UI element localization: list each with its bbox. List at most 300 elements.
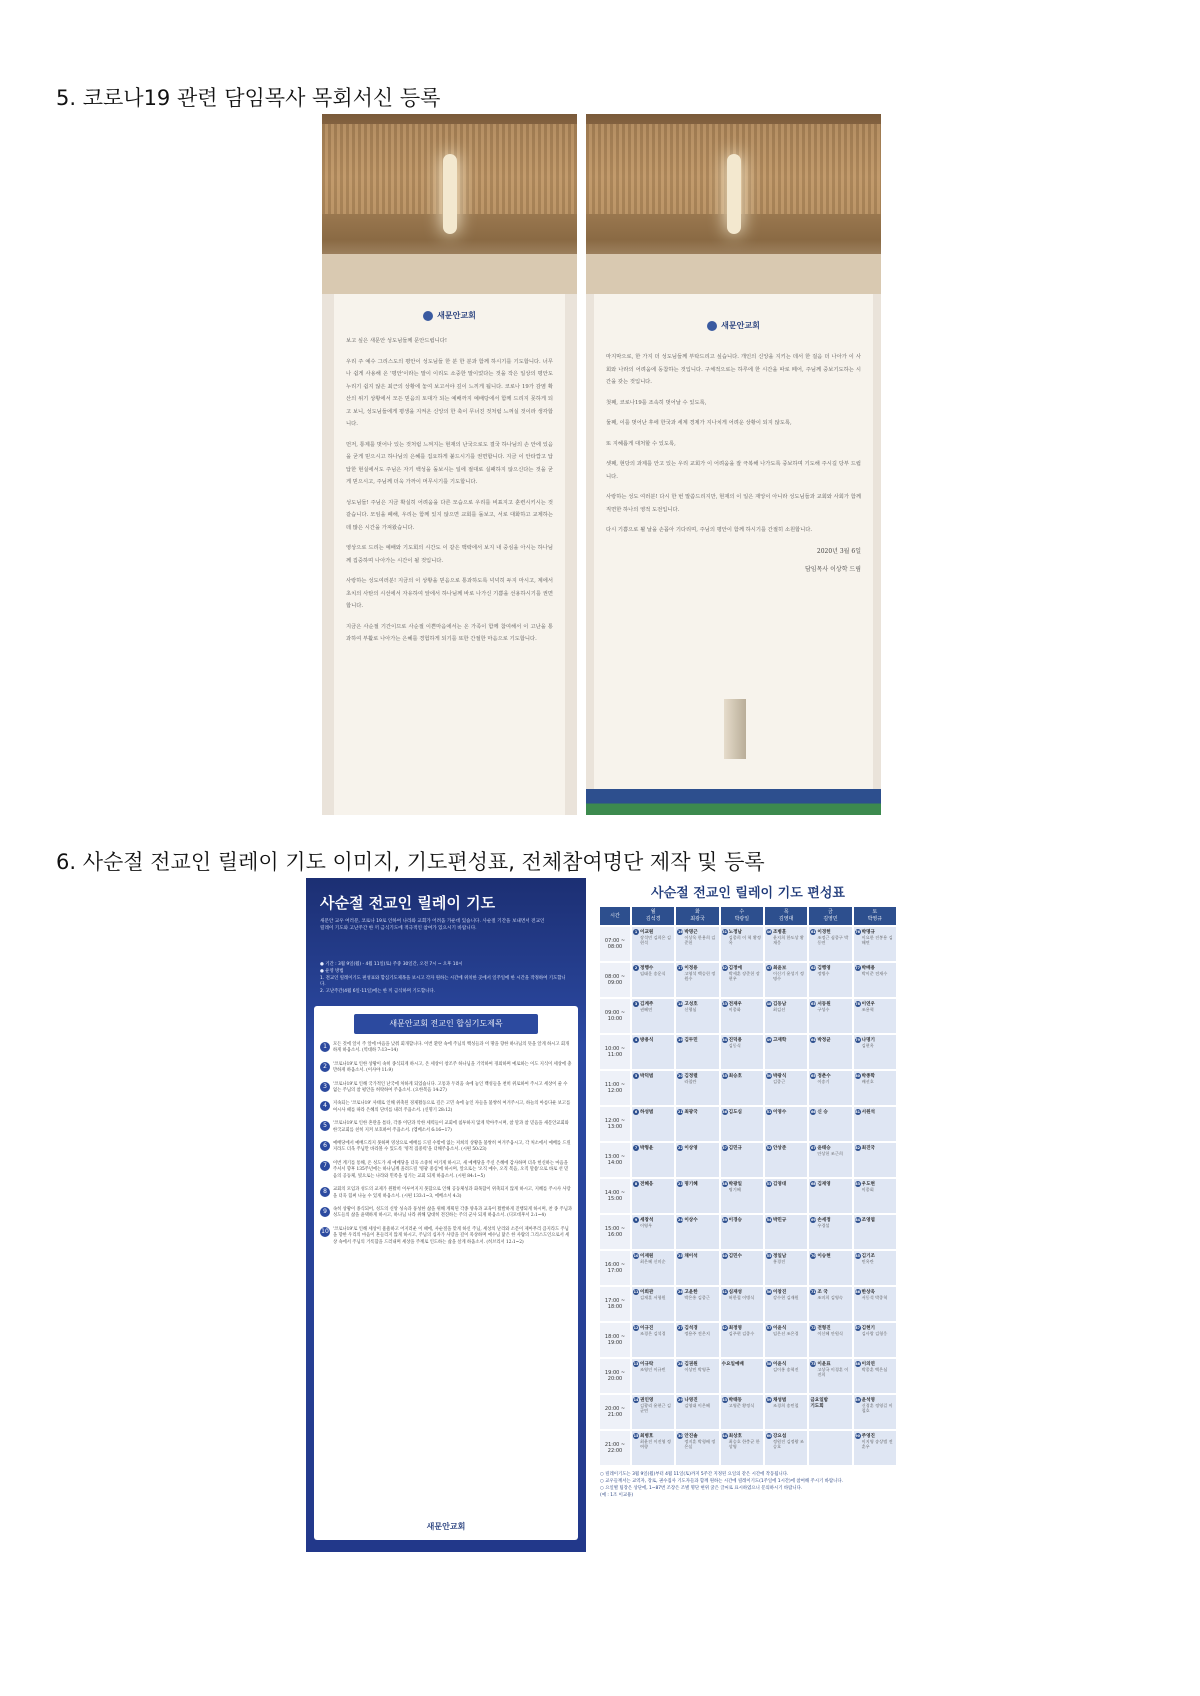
- leader-name: 조 국: [817, 1290, 828, 1295]
- leader-name: 김민규: [728, 1146, 742, 1151]
- group-number-badge: 25: [677, 1254, 683, 1258]
- letter-paragraph: 영상으로 드리는 예배와 기도회의 시간도 이 같은 맥락에서 보지 내 중심을 아시는 하나님께 집중하며 나아가는 시간이 될 것입니다.: [346, 545, 553, 564]
- schedule-cell: [854, 927, 896, 961]
- letter-paragraph: 성도님들! 주님은 지금 확실히 어려움을 다른 모습으로 우리를 비표지고 훈련시키시는 것 같습니다. 모임을 폐해, 우리는 함께 있지 않으면 교회를 돌보고, 서로 대화하고 교제하는 데 많은 시간을 가져왔습니다.: [346, 499, 553, 531]
- member-names: 이종회: [861, 1187, 874, 1192]
- schedule-cell: [632, 1107, 674, 1141]
- group-number-badge: 4: [634, 1038, 638, 1042]
- schedule-row: [600, 1179, 896, 1213]
- group-number-badge: 62: [810, 966, 816, 970]
- leader-name: 김재영: [817, 1182, 831, 1187]
- letter-paragraph: 마지막으로, 한 가지 더 성도님들께 부탁드리고 싶습니다. 개인의 신앙을 지키는 데서 한 걸음 더 나아가 이 사회와 나라의 어려움에 동참하는 것입니다. 구체적으로는 하루에 한 시간을 따로 떼어, 주님께 중보기도하는 시간을 갖는 것입니다.: [606, 354, 861, 385]
- member-names: 이상민 박영곤: [684, 1367, 710, 1372]
- group-number-badge: 53: [766, 1182, 772, 1186]
- schedule-cell: [632, 1035, 674, 1069]
- schedule-cell: [809, 999, 851, 1033]
- schedule-cell: [632, 1395, 674, 1429]
- cell-leader: [633, 1145, 673, 1151]
- prayer-number-badge: 1: [320, 1042, 330, 1052]
- member-names: 정지훈 박형배 정은실: [684, 1439, 716, 1449]
- leader-name: 김두민: [684, 1038, 698, 1043]
- member-names: 신행심: [684, 1007, 697, 1012]
- cell-leader: [677, 1253, 717, 1259]
- prayer-number-badge: 2: [320, 1062, 330, 1072]
- schedule-note: ○ 릴레이기도는 3월 9일(월)부터 4월 11일(토)까지 5주간 지정된 요일의 같은 시간에 작동됩니다.: [600, 1472, 789, 1477]
- member-names: 허한철 이병식: [728, 1295, 755, 1300]
- time-slot: 12:00 ~ 13:00: [600, 1107, 630, 1141]
- cell-leader: [810, 1181, 850, 1187]
- schedule-cell: [765, 1359, 807, 1393]
- leader-name: 이재원: [640, 1254, 654, 1259]
- prayer-topic: [320, 1227, 572, 1246]
- cross-icon: [443, 154, 457, 234]
- schedule-cell: [721, 1395, 763, 1429]
- cell-leader: [677, 1181, 717, 1187]
- leader-name: 이교원: [640, 930, 654, 935]
- member-names: 김광리 윤현근 김균연: [640, 1403, 671, 1413]
- member-names: 신경훈 정영길 이철호: [861, 1403, 893, 1413]
- schedule-cell: [676, 1359, 718, 1393]
- schedule-row: [600, 1143, 896, 1177]
- prayer-number-badge: 4: [320, 1101, 330, 1111]
- leader-name: 김동남: [772, 1002, 787, 1007]
- schedule-note: ○ 교우들께서는 교역자, 장로, 권수집사 기도자들과 함께 원하는 시간에 릴레이기도(1주일에 1시간)에 참여해 주시기 바랍니다.: [600, 1479, 844, 1484]
- schedule-cell: [676, 1071, 718, 1105]
- member-names: 조정근 심종구 박동연: [817, 935, 849, 945]
- group-number-badge: 6: [634, 1110, 638, 1114]
- leader-name: 안진솔: [684, 1434, 698, 1439]
- schedule-cell: [676, 1431, 718, 1465]
- leader-name: 최광국: [684, 1110, 698, 1115]
- schedule-row: [600, 1035, 896, 1069]
- prayer-topics-list: [320, 1042, 572, 1253]
- prayer-number-badge: 6: [320, 1141, 330, 1151]
- schedule-notes: [598, 1471, 898, 1499]
- prayer-topic: [320, 1207, 572, 1220]
- member-names: 민옥란: [861, 1259, 874, 1264]
- schedule-row: [600, 1431, 896, 1465]
- cell-leader: [633, 1037, 673, 1043]
- cell-leader: [633, 1181, 673, 1187]
- group-number-badge: 11: [633, 1290, 639, 1294]
- cell-leader: [722, 1217, 762, 1223]
- group-number-badge: 80: [855, 1074, 860, 1078]
- leader-name: 고재학: [772, 1038, 787, 1043]
- prayer-topic: [320, 1121, 572, 1134]
- schedule-cell: [765, 1395, 807, 1429]
- prayer-topic: [320, 1187, 572, 1200]
- time-slot: 16:00 ~ 17:00: [600, 1251, 630, 1285]
- group-number-badge: 52: [766, 1146, 772, 1150]
- group-number-badge: 3: [634, 1002, 638, 1006]
- schedule-cell: [765, 1035, 807, 1069]
- leader-name: 이영수: [772, 1110, 787, 1115]
- schedule-cell: [721, 1107, 763, 1141]
- schedule-cell: [721, 963, 763, 997]
- schedule-cell: [632, 963, 674, 997]
- member-names: 권혜연: [640, 1007, 653, 1012]
- schedule-cell: [809, 1215, 851, 1249]
- leader-name: 최진국: [861, 1146, 875, 1151]
- member-names: 조경은 김석경: [640, 1331, 666, 1336]
- group-number-badge: 28: [677, 1362, 683, 1366]
- leader-name: 노정남: [728, 930, 742, 935]
- leader-name: 진덕용: [728, 1038, 742, 1043]
- schedule-cell: [854, 1071, 896, 1105]
- letter-paragraph: 첫째, 코로나19를 조속히 벗어날 수 있도록,: [606, 399, 707, 406]
- leader-name: 수요일예배: [721, 1362, 744, 1367]
- schedule-cell: [809, 1251, 851, 1285]
- member-names: 강수현 김재원: [772, 1295, 799, 1300]
- group-number-badge: 13: [633, 1362, 639, 1366]
- schedule-cell: [632, 1359, 674, 1393]
- cell-leader: [855, 1145, 895, 1151]
- leader-name: 채이석: [684, 1254, 698, 1259]
- group-number-badge: 87: [855, 1326, 860, 1330]
- leader-name: 윤석영: [861, 1398, 875, 1403]
- schedule-cell: [765, 1179, 807, 1213]
- letter-paragraph: 또 지혜롭게 대처할 수 있도록,: [606, 440, 676, 447]
- member-names: 이종화: [728, 1007, 741, 1012]
- cell-leader: [633, 1109, 673, 1115]
- poster-info-line: 2. 고난주간(4월 6일-11일)에는 한 끼 금식하며 기도합니다.: [320, 989, 435, 995]
- poster-info: [320, 962, 570, 996]
- schedule-cell: [809, 1323, 851, 1357]
- group-number-badge: 50: [766, 1074, 772, 1078]
- schedule-note: (예 : 1조 이교용): [600, 1493, 634, 1498]
- schedule-cell: [632, 1287, 674, 1321]
- poster-info-line: ● 운영 방법: [320, 968, 344, 974]
- member-names: 박이준 전재수: [861, 971, 888, 976]
- letter-paragraph: 다시 기쁨으로 뵐 날을 손꼽아 기다리며, 주님의 평안이 함께 하시기를 간절히 소원합니다.: [606, 527, 813, 533]
- leader-name: 박명근: [684, 930, 698, 935]
- schedule-cell: [676, 999, 718, 1033]
- schedule-row: [600, 1215, 896, 1249]
- schedule-cell: [854, 999, 896, 1033]
- schedule-cell: [765, 1107, 807, 1141]
- member-names: 김현옥: [861, 1043, 874, 1048]
- leader-name: 강요섭: [772, 1434, 787, 1439]
- schedule-cell: [765, 1071, 807, 1105]
- poster-info-line: 1. 전교인 릴레이기도 편성표와 합심기도제목을 보시고 각자 원하는 시간에 위치한 곳에서 일주일에 한 시간을 작정하여 기도합니다.: [320, 975, 566, 988]
- schedule-cell: [676, 1035, 718, 1069]
- group-number-badge: 14: [633, 1398, 639, 1402]
- member-names: 조영인 이규빈: [640, 1367, 666, 1372]
- member-names: 이신혜 안원식: [817, 1331, 843, 1336]
- schedule-cell: [809, 1395, 851, 1429]
- leader-name: 김도심: [728, 1110, 742, 1115]
- member-names: 조경희 송민철: [772, 1403, 799, 1408]
- leader-name: 김석경: [684, 1326, 698, 1331]
- leader-name: 이상수: [684, 1218, 698, 1223]
- leader-name: 김영대: [772, 1182, 787, 1187]
- group-number-badge: 82: [855, 1146, 860, 1150]
- leader-name: 이희관: [640, 1290, 654, 1295]
- group-number-badge: 79: [855, 1038, 860, 1042]
- schedule-cell: [721, 1035, 763, 1069]
- member-names: 김사랑 김형웅: [861, 1331, 888, 1336]
- relay-prayer-schedule: [598, 878, 898, 1552]
- schedule-cell: [765, 1431, 807, 1465]
- leader-name: 박덕범: [640, 1074, 654, 1079]
- time-slot: 14:00 ~ 15:00: [600, 1179, 630, 1213]
- leader-name: 조병훈: [772, 930, 787, 935]
- schedule-cell: [632, 1251, 674, 1285]
- leader-name: 이윤식: [772, 1362, 787, 1367]
- group-number-badge: 43: [722, 1398, 728, 1402]
- leader-name: 김계주: [640, 1002, 654, 1007]
- group-number-badge: 83: [855, 1182, 860, 1186]
- group-number-badge: 47: [766, 966, 772, 970]
- member-names: 최승호 한충균 한상영: [728, 1439, 760, 1449]
- leader-name: 우도현: [861, 1182, 875, 1187]
- schedule-cell: [765, 927, 807, 961]
- letter-body: [346, 335, 553, 646]
- leader-name: 박형윤: [640, 1146, 654, 1151]
- letter-paragraph: 셋째, 현당의 과제를 안고 있는 우리 교회가 이 어려움을 잘 극복해 나가도록 중보하며 기도해 주시길 당부 드립니다.: [606, 461, 861, 480]
- leader-name: 전형진: [817, 1326, 831, 1331]
- group-number-badge: 61: [810, 930, 816, 934]
- leader-name: 나영진: [684, 1398, 698, 1403]
- leader-name: 이연우: [861, 1002, 875, 1007]
- schedule-cell: [809, 1179, 851, 1213]
- cell-leader: [810, 1253, 850, 1259]
- prayer-number-badge: 3: [320, 1082, 330, 1092]
- leader-name: 안상준: [772, 1146, 787, 1151]
- leader-name: 주영진: [861, 1434, 875, 1439]
- schedule-cell: [632, 1323, 674, 1357]
- group-number-badge: 2: [634, 966, 638, 970]
- prayer-topic-text: '코로나19'로 인해 세상이 흉흉하고 어지러운 이 때에, 사순절을 맞게 하신 주님, 세상의 난리와 소문이 제아무리 큼지라도 주님을 향한 우리의 마음이 흔들리지 않게 하시고, 주님의 십자가 사랑을 깊이 묵상하며 예수님 닮은 한 사람의 그리스도인으로서 세상 속에서 주님의 거룩함을 드러내며 세상을 주께로 인도하는 삶을 살게 하옵소서. (히브리서 12:1~2): [333, 1226, 570, 1245]
- group-number-badge: 35: [722, 1074, 728, 1078]
- group-number-badge: 86: [855, 1290, 860, 1294]
- footer-band: [586, 789, 881, 815]
- schedule-row: [600, 1071, 896, 1105]
- member-names: 정병수: [817, 971, 830, 976]
- church-tower-icon: [724, 699, 746, 759]
- schedule-cell: [854, 1395, 896, 1429]
- prayer-topic-text: '코로나19'로 인해 국가적인 난국에 처하게 되었습니다. 고통과 두려움 속에 놓인 백성들을 천히 위로하여 주시고 세상이 줄 수 없는 주님의 참 평안을 허락하여 주옵소서. (요한복음 14:27): [333, 1081, 568, 1094]
- schedule-cell: [854, 1143, 896, 1177]
- schedule-cell: [765, 999, 807, 1033]
- leader-name: 정행수: [640, 966, 654, 971]
- group-number-badge: 54: [766, 1218, 772, 1222]
- member-names: 박세훈 장준헌 장현우: [728, 971, 760, 981]
- member-names: 안상헌 조근희: [817, 1151, 843, 1156]
- member-names: 라철란: [684, 1079, 697, 1084]
- leader-name: 이상영: [684, 1146, 698, 1151]
- pastoral-letter-page-1: [322, 114, 577, 815]
- schedule-cell: [809, 927, 851, 961]
- church-emblem-icon: [707, 321, 717, 331]
- group-number-badge: 19: [677, 1038, 683, 1042]
- schedule-cell: [765, 1143, 807, 1177]
- leader-name: 박명규: [861, 930, 875, 935]
- schedule-header: 시간: [600, 907, 630, 925]
- member-names: 고상국 이경훈 이진희: [817, 1367, 849, 1377]
- prayer-number-badge: 5: [320, 1121, 330, 1131]
- group-number-badge: 29: [677, 1398, 683, 1402]
- group-number-badge: 10: [633, 1254, 639, 1258]
- schedule-row: [600, 1359, 896, 1393]
- letter-paragraph: 지금은 사순절 기간이므로 사순절 이쁜마음에서는 온 가족이 함께 참여해서 이 고난을 통과하여 부활로 나아가는 은혜를 경험하게 되기를 또한 간절한 마음으로 기도합니다.: [346, 623, 553, 642]
- leader-name: 이규진: [640, 1326, 654, 1331]
- group-number-badge: 24: [677, 1218, 683, 1222]
- member-names: 김재훈 서형원: [640, 1295, 666, 1300]
- group-number-badge: 84: [855, 1218, 860, 1222]
- schedule-cell: [765, 1251, 807, 1285]
- leader-name: 박광식: [772, 1074, 787, 1079]
- cell-leader: [722, 1361, 762, 1367]
- leader-name: 김정렬: [684, 1074, 698, 1079]
- group-number-badge: 38: [722, 1182, 728, 1186]
- member-names: 김종희 이 혁 황정옥: [728, 935, 761, 945]
- schedule-cell: [676, 1323, 718, 1357]
- church-logo: 새문안교회: [606, 320, 861, 331]
- time-slot: 17:00 ~ 18:00: [600, 1287, 630, 1321]
- leader-name: 이경헌: [817, 930, 831, 935]
- prayer-topic: [320, 1101, 572, 1114]
- group-number-badge: 46: [766, 930, 772, 934]
- cell-leader: [766, 1217, 806, 1223]
- leader-name: 김권원: [684, 1362, 698, 1367]
- letter-paper: [594, 294, 873, 789]
- sanctuary-photo: [322, 114, 577, 294]
- group-number-badge: 59: [766, 1398, 772, 1402]
- cell-leader: [766, 1037, 806, 1043]
- schedule-cell: [721, 1179, 763, 1213]
- leader-name: 정춘수: [817, 1074, 831, 1079]
- schedule-row: [600, 999, 896, 1033]
- group-number-badge: 49: [766, 1038, 772, 1042]
- group-number-badge: 65: [810, 1074, 816, 1078]
- leader-name: 손세정: [817, 1218, 831, 1223]
- leader-name: 김민수: [728, 1254, 742, 1259]
- cell-leader: [722, 1109, 762, 1115]
- group-number-badge: 56: [766, 1290, 772, 1294]
- group-number-badge: 22: [677, 1146, 683, 1150]
- group-number-badge: 12: [633, 1326, 639, 1330]
- leader-name: 이윤식: [772, 1326, 787, 1331]
- schedule-cell: [721, 1287, 763, 1321]
- letter-body: [606, 351, 861, 537]
- member-names: 장석민 김희은 김현석: [640, 935, 671, 945]
- prayer-topic: [320, 1042, 572, 1055]
- member-names: 윤지희 한도상 황재웅: [772, 935, 804, 945]
- poster-intro: 새문안 교우 여러분, 코로나 19로 인하여 나라와 교회가 어려움 가운데 있습니다. 사순절 기간을 보내면서 전교인 릴레이 기도와 고난주간 한 끼 금식기도에 적극적인 참여가 있으시기 바랍니다.: [320, 919, 545, 931]
- schedule-cell: [676, 963, 718, 997]
- group-number-badge: 90: [855, 1434, 860, 1438]
- schedule-header: 금 김영민: [809, 907, 851, 925]
- group-number-badge: 42: [722, 1326, 728, 1330]
- group-number-badge: 77: [855, 966, 860, 970]
- cell-leader: [810, 1037, 850, 1043]
- group-number-badge: 63: [810, 1002, 816, 1006]
- leader-name: 김정애: [728, 966, 742, 971]
- leader-name: 채성범: [772, 1398, 787, 1403]
- schedule-cell: [809, 963, 851, 997]
- group-number-badge: 17: [677, 966, 683, 970]
- leader-name: 신 승: [817, 1110, 828, 1115]
- cell-leader: [677, 1037, 717, 1043]
- group-number-badge: 26: [677, 1290, 683, 1294]
- group-number-badge: 85: [855, 1254, 860, 1258]
- member-names: 임은선 조은경: [772, 1331, 799, 1336]
- relay-prayer-poster: [306, 878, 586, 1552]
- schedule-cell: [721, 1251, 763, 1285]
- prayer-topic-text: 이번 계기를 통해, 온 성도가 새 예배당을 더욱 소중히 여기게 하시고, 새 예배당을 주신 은혜에 감사하며 더욱 헌신하는 마음을 주셔서 향후 135주년에는 하나님께 올려드릴 '영광 중심'에 하시며, 앞으로는 '오직 예수, 오직 복음, 오직 말씀'으로 바로 선 믿음의 공동체, 빛으로는 나라와 민족을 섬기는 교회 되게 하옵소서. (시편 84:1~5): [333, 1160, 569, 1179]
- schedule-cell: [854, 963, 896, 997]
- schedule-cell: [632, 999, 674, 1033]
- schedule-header: 월 김석경: [632, 907, 674, 925]
- schedule-cell: [809, 1143, 851, 1177]
- group-number-badge: 30: [677, 1434, 683, 1438]
- member-names: 고영준 황정식: [728, 1403, 755, 1408]
- group-number-badge: 81: [855, 1110, 860, 1114]
- pastoral-letter-page-2: [586, 114, 881, 815]
- member-names: 조용혁: [861, 1007, 874, 1012]
- leader-name: 나명기: [861, 1038, 875, 1043]
- group-number-badge: 15: [633, 1434, 639, 1438]
- cell-leader: [810, 1109, 850, 1115]
- group-number-badge: 73: [810, 1362, 816, 1366]
- leader-name: 고성호: [684, 1002, 698, 1007]
- prayer-number-badge: 9: [320, 1207, 330, 1217]
- letter-paragraph: 우리 주 예수 그리스도의 평안이 성도님들 한 분 한 분과 함께 하시기를 기도합니다. 너무나 쉽게 사용해 온 '평안'이라는 말이 이리도 소중한 말이었다는 것을 작은 일상의 평안도 누리기 쉽지 않은 최근의 상황에 놓여 보고서야 깊이 느끼게 됩니다. 코로나 19가 감염 확산의 위기 상황에서 모든 믿음의 토대가 되는 예배까지 예배당에서 함께 드리지 못하게 되고 보니, 성도님들에게 평생을 지켜온 신앙의 한 축이 무너진 것처럼 느껴실 것이라 생각합니다.: [346, 358, 553, 427]
- schedule-cell: [854, 1287, 896, 1321]
- leader-name: 박광일: [728, 1182, 742, 1187]
- group-number-badge: 64: [810, 1038, 816, 1042]
- time-slot: 07:00 ~ 08:00: [600, 927, 630, 961]
- time-slot: 13:00 ~ 14:00: [600, 1143, 630, 1177]
- schedule-row: [600, 1395, 896, 1429]
- schedule-header: 수 박광일: [721, 907, 763, 925]
- group-number-badge: 48: [766, 1002, 772, 1006]
- group-number-badge: 71: [810, 1290, 816, 1294]
- cell-leader: [677, 1145, 717, 1151]
- schedule-row: [600, 963, 896, 997]
- leader-name: 한상욱: [861, 1290, 875, 1295]
- group-number-badge: 88: [855, 1362, 860, 1366]
- schedule-cell: [809, 1035, 851, 1069]
- schedule-cell: [721, 1215, 763, 1249]
- schedule-cell: [854, 1107, 896, 1141]
- schedule-header: 화 최광국: [676, 907, 718, 925]
- schedule-cell: [721, 1071, 763, 1105]
- section-5-heading: 5. 코로나19 관련 담임목사 목회서신 등록: [56, 86, 441, 110]
- group-number-badge: 34: [722, 1038, 728, 1042]
- prayer-topic: [320, 1161, 572, 1180]
- schedule-cell: [721, 1359, 763, 1393]
- cell-leader: [722, 1073, 762, 1079]
- schedule-cell: [765, 1215, 807, 1249]
- group-number-badge: 69: [810, 1218, 816, 1222]
- schedule-header: 토 박영규: [854, 907, 896, 925]
- leader-name: 세창석: [640, 1218, 654, 1223]
- leader-name: 심재성: [728, 1290, 742, 1295]
- schedule-cell: [854, 1251, 896, 1285]
- schedule-cell: [632, 1215, 674, 1249]
- leader-name: 김기조: [861, 1254, 875, 1259]
- group-number-badge: 31: [722, 930, 728, 934]
- schedule-cell: [854, 1323, 896, 1357]
- member-names: 이지영 송상범 전훈우: [861, 1439, 893, 1449]
- schedule-cell: [721, 1431, 763, 1465]
- cell-leader: [766, 1109, 806, 1115]
- schedule-cell: [765, 1323, 807, 1357]
- member-names: 정용주 전은지: [684, 1331, 710, 1336]
- letter-paragraph: 먼저, 통제를 벗어나 있는 것처럼 느껴지는 현재의 난국으로도 결국 하나님의 손 안에 있음을 굳게 믿으시고 하나님의 은혜를 집요하게 붙드시기를 권면합니다. 지금 이 안타깝고 답답한 현실에서도 주님은 자기 백성을 돌보시는 일에 절대로 실패하지 않으신다는 것을 굳게 믿으시고, 주님께 더욱 가까이 머무시기를 기도합니다.: [346, 441, 553, 485]
